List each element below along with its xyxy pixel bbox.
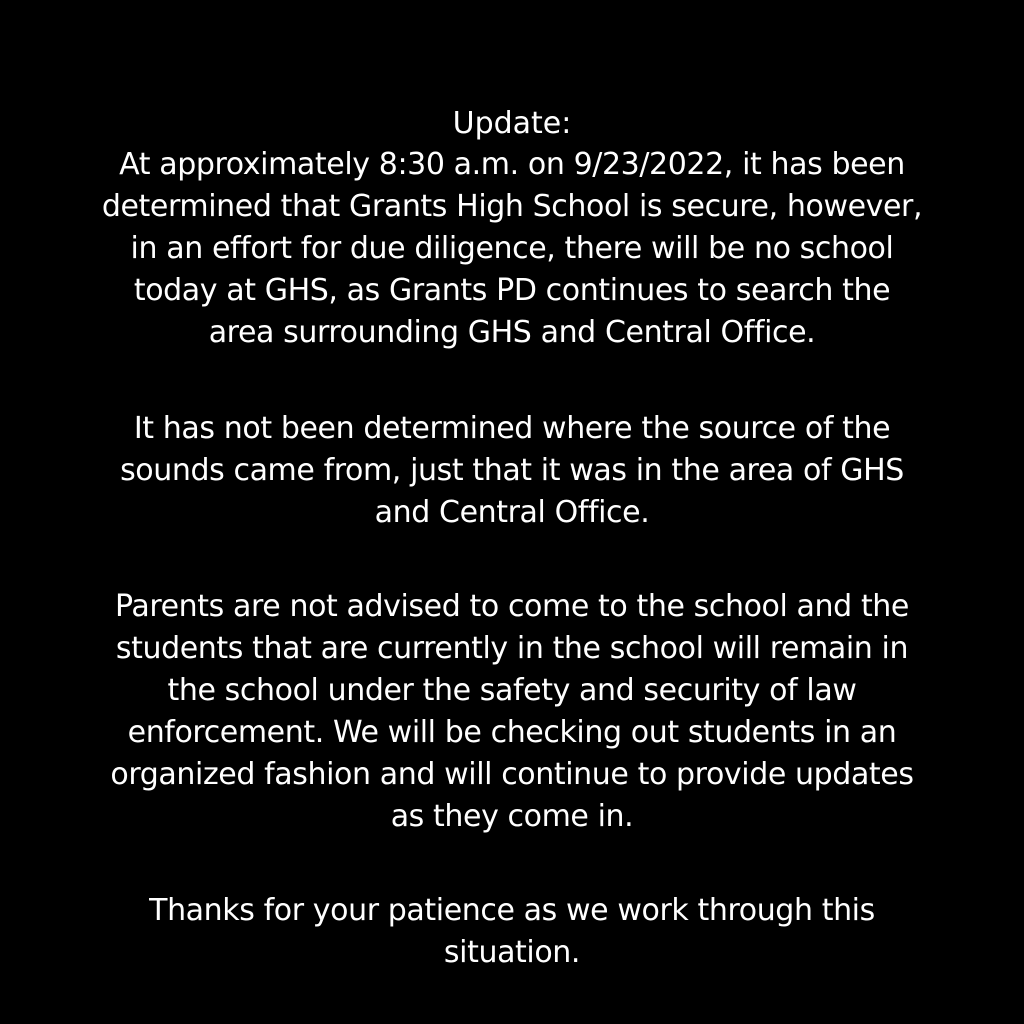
text-line: determined that Grants High School is secure, however,: [101, 189, 923, 224]
text-line: as they come in.: [390, 799, 634, 834]
notice-heading: Update:: [452, 106, 572, 141]
text-line: and Central Office.: [374, 495, 650, 530]
text-line: students that are currently in the school will remain in: [115, 631, 909, 666]
paragraph-sound-source: [70, 408, 954, 534]
paragraph-parents-advisory: [70, 586, 954, 838]
paragraph-thanks: [70, 890, 954, 974]
text-line: today at GHS, as Grants PD continues to search the: [133, 273, 891, 308]
text-line: organized fashion and will continue to provide updates: [110, 757, 914, 792]
text-line: Parents are not advised to come to the school and the: [115, 589, 909, 624]
text-line: At approximately 8:30 a.m. on 9/23/2022, it has been: [119, 147, 905, 182]
text-line: It has not been determined where the source of the: [133, 411, 891, 446]
text-line: sounds came from, just that it was in the area of GHS: [120, 453, 904, 488]
text-line: in an effort for due diligence, there will be no school: [130, 231, 894, 266]
text-line: area surrounding GHS and Central Office.: [208, 315, 816, 350]
text-line: the school under the safety and security of law: [167, 673, 857, 708]
text-line: situation.: [443, 935, 581, 970]
text-line: enforcement. We will be checking out students in an: [127, 715, 897, 750]
paragraph-school-secure: [70, 144, 954, 354]
text-line: Thanks for your patience as we work through this: [149, 893, 875, 928]
